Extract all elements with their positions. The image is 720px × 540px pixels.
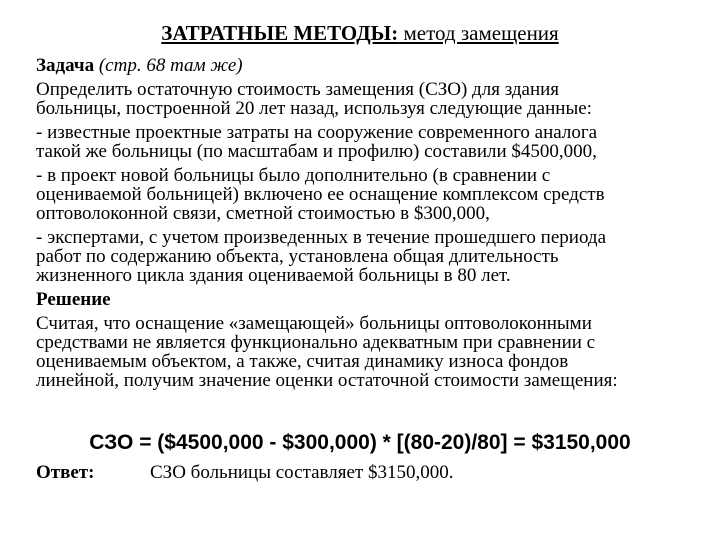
task-reference: (стр. 68 там же) <box>98 55 243 76</box>
task-line: больницы, построенной 20 лет назад, используя следующие данные: <box>36 98 592 119</box>
solution-label: Решение <box>36 289 111 310</box>
task-item-life-cycle <box>36 228 714 285</box>
task-line: оцениваемой больницей) включено ее оснащение комплексом средств <box>36 184 605 205</box>
task-line: Определить остаточную стоимость замещения (СЗО) для здания <box>36 79 560 100</box>
task-line: - известные проектные затраты на сооружение современного аналога <box>36 122 598 143</box>
solution-line: средствами не является функционально адекватным при сравнении с <box>36 332 596 353</box>
slide-title <box>0 20 720 46</box>
solution-text <box>36 314 714 390</box>
title-sub: метод замещения <box>398 21 559 45</box>
task-item-analog-cost <box>36 123 714 161</box>
task-label: Задача <box>36 55 95 76</box>
task-line: такой же больницы (по масштабам и профилю) составили $4500,000, <box>36 141 597 162</box>
task-line: работ по содержанию объекта, установлена общая длительность <box>36 246 559 267</box>
solution-line: оцениваемым объектом, а также, считая динамику износа фондов <box>36 351 569 372</box>
task-line: оптоволоконной связи, сметной стоимостью в $300,000, <box>36 203 490 224</box>
answer-label: Ответ: <box>36 462 95 483</box>
title-main: ЗАТРАТНЫЕ МЕТОДЫ: <box>161 21 399 45</box>
task-item-fiber-equipment <box>36 166 714 223</box>
slide-body <box>36 56 714 395</box>
solution-line: линейной, получим значение оценки остаточной стоимости замещения: <box>36 370 618 391</box>
task-line: - экспертами, с учетом произведенных в течение прошедшего периода <box>36 227 606 248</box>
answer-text: СЗО больницы составляет $3150,000. <box>150 462 454 483</box>
answer <box>36 462 453 484</box>
task-line: - в проект новой больницы было дополнительно (в сравнении с <box>36 165 551 186</box>
formula: СЗО = ($4500,000 - $300,000) * [(80-20)/80] = $3150,000 <box>89 431 631 454</box>
solution-line: Считая, что оснащение «замещающей» больницы оптоволоконными <box>36 313 592 334</box>
solution-heading <box>36 290 714 309</box>
task-heading <box>36 56 714 75</box>
task-line: жизненного цикла здания оцениваемой больницы в 80 лет. <box>36 265 511 286</box>
task-text <box>36 80 714 118</box>
